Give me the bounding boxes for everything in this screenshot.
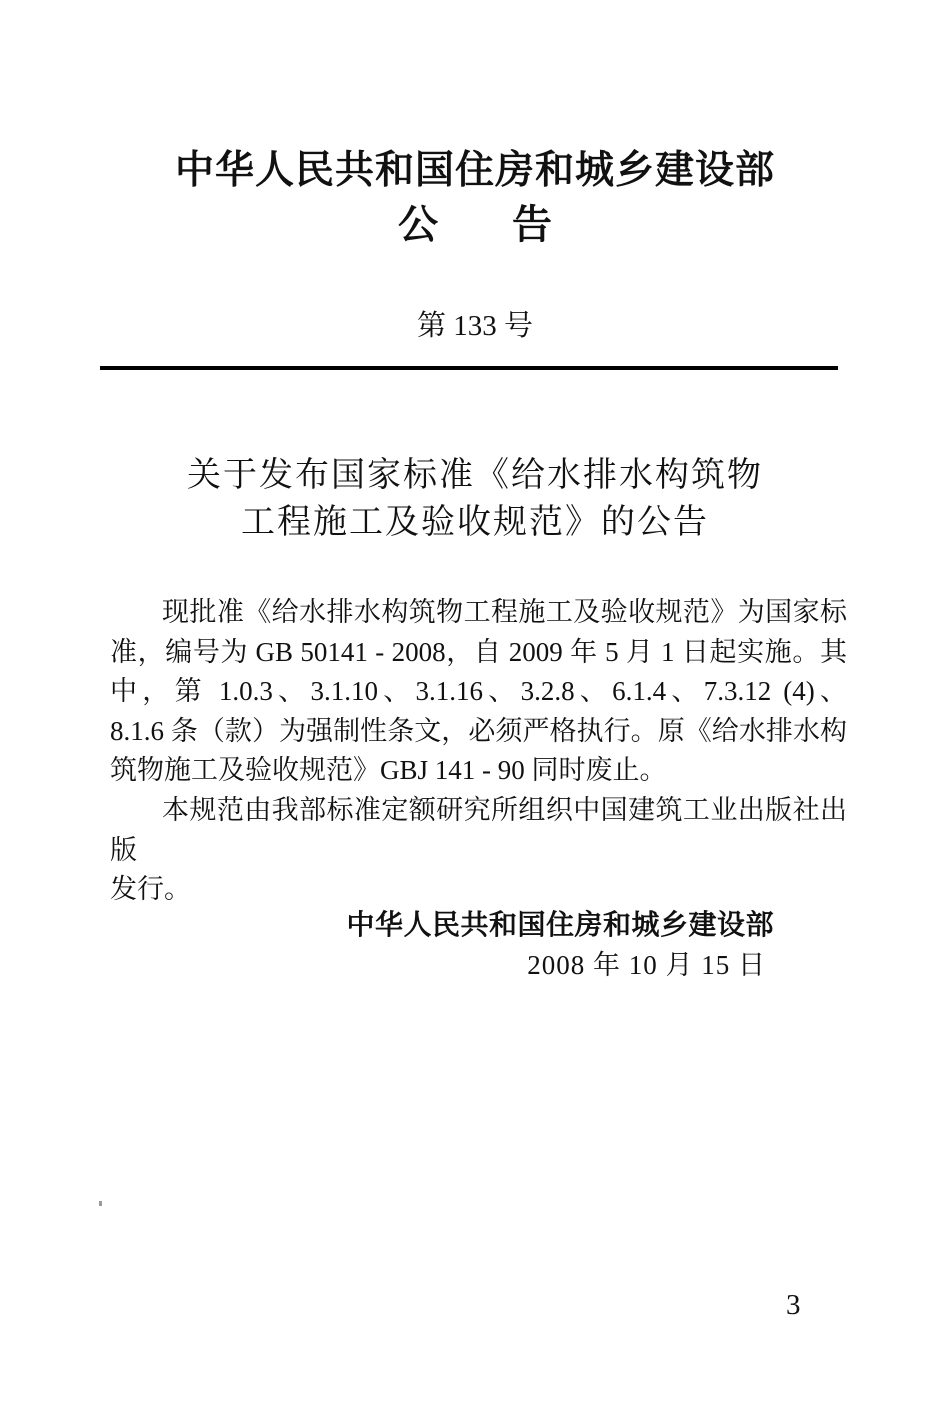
doc-number: 第 133 号 [416, 310, 533, 342]
divider-rule [100, 366, 838, 370]
body-line: 现批准《给水排水构筑物工程施工及验收规范》为国家标 [162, 597, 847, 627]
page-number: 3 [786, 1289, 801, 1321]
body-text [110, 593, 847, 910]
notice-title-line2: 工程施工及验收规范》的公告 [241, 504, 709, 541]
body-line: 中，第 1.0.3、3.1.10、3.1.16、3.2.8、6.1.4、7.3.12 (4)、 [110, 676, 847, 707]
announcement-char-gao: 告 [512, 203, 552, 247]
announcement-title [0, 202, 950, 248]
notice-title-line1: 关于发布国家标准《给水排水构筑物 [187, 457, 763, 494]
ministry-title: 中华人民共和国住房和城乡建设部 [174, 149, 775, 192]
signature-date: 2008 年 10 月 15 日 [527, 950, 766, 980]
signature-issuer: 中华人民共和国住房和城乡建设部 [346, 909, 774, 940]
scan-artifact [99, 1201, 102, 1206]
signature-block [346, 905, 774, 985]
body-line: 筑物施工及验收规范》GBJ 141 - 90 同时废止。 [110, 755, 667, 786]
body-line: 本规范由我部标准定额研究所组织中国建筑工业出版社出版 [110, 794, 847, 865]
body-line: 准，编号为 GB 50141 - 2008，自 2009 年 5 月 1 日起实施。其 [110, 636, 847, 667]
body-line: 8.1.6 条（款）为强制性条文，必须严格执行。原《给水排水构 [110, 715, 847, 746]
announcement-char-gong: 公 [398, 203, 438, 247]
notice-title [0, 452, 950, 546]
body-line: 发行。 [110, 874, 191, 905]
